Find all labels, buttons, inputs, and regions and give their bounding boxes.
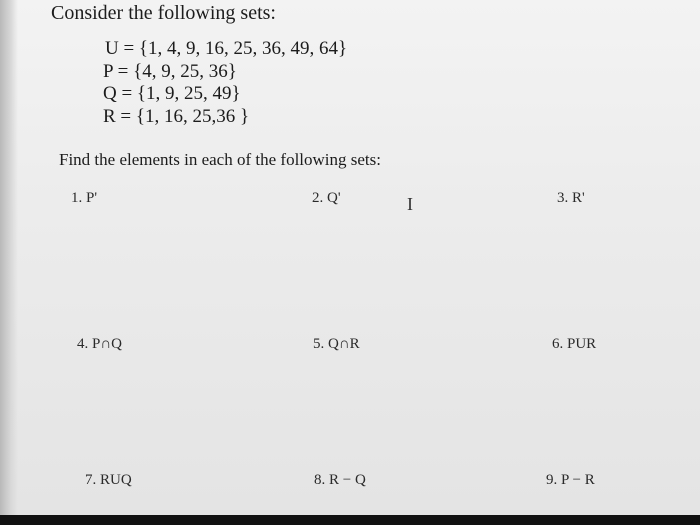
set-r: R = {1, 16, 25,36 }	[103, 106, 250, 127]
problem-1: 1. P'	[71, 190, 98, 206]
problem-7: 7. RUQ	[85, 472, 132, 488]
text-cursor-icon: I	[407, 194, 413, 214]
set-q: Q = {1, 9, 25, 49}	[103, 83, 241, 104]
instruction-text: Find the elements in each of the following sets:	[59, 150, 381, 169]
problem-6: 6. PUR	[552, 336, 597, 352]
set-p: P = {4, 9, 25, 36}	[103, 61, 237, 82]
problem-3: 3. R'	[557, 190, 585, 206]
set-u: U = {1, 4, 9, 16, 25, 36, 49, 64}	[105, 38, 348, 59]
page-shadow	[0, 0, 18, 515]
problem-8: 8. R − Q	[314, 472, 366, 488]
problem-5: 5. Q∩R	[313, 336, 360, 352]
worksheet-heading: Consider the following sets:	[51, 2, 276, 24]
problem-2: 2. Q'	[312, 190, 341, 206]
screen-bezel	[0, 515, 700, 525]
problem-4: 4. P∩Q	[77, 336, 123, 352]
problem-9: 9. P − R	[546, 472, 595, 488]
